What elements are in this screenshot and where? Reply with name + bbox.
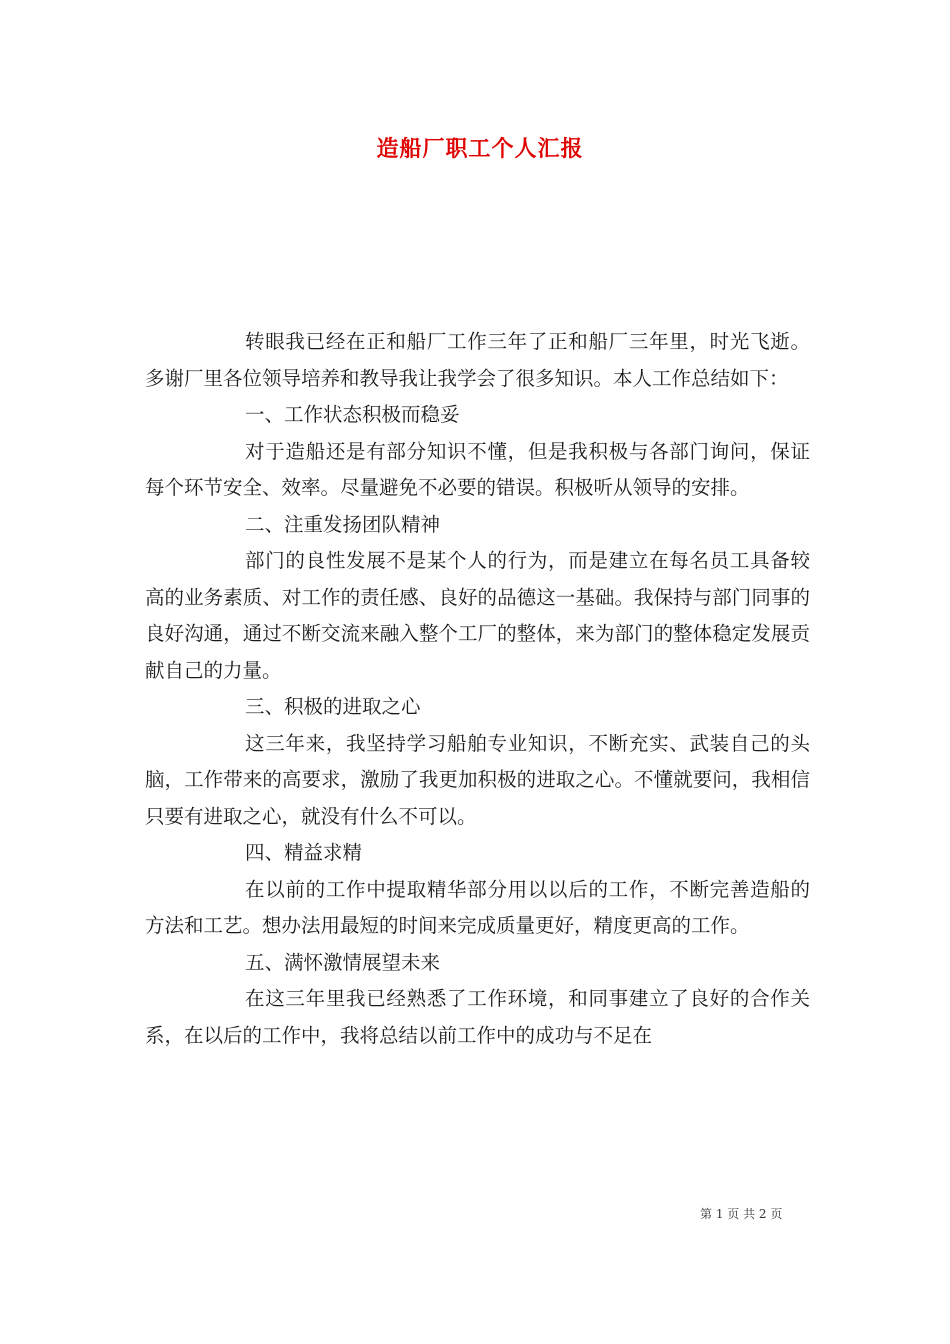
section-heading-5: 五、满怀激情展望未来 (245, 950, 441, 974)
section-paragraph-3: 这三年来，我坚持学习船舶专业知识，不断充实、武装自己的头脑，工作带来的高要求，激励了我更加积极的进取之心。不懂就要问，我相信只要有进取之心，就没有什么不可以。 (145, 731, 810, 828)
document-title: 造船厂职工个人汇报 (376, 136, 584, 162)
section-heading-2: 二、注重发扬团队精神 (245, 512, 441, 536)
document-body (145, 324, 810, 1054)
section-heading-1: 一、工作状态积极而稳妥 (245, 403, 460, 426)
intro-paragraph: 转眼我已经在正和船厂工作三年了正和船厂三年里，时光飞逝。多谢厂里各位领导培养和教导我让我学会了很多知识。本人工作总结如下： (145, 330, 810, 390)
section-paragraph-5: 在这三年里我已经熟悉了工作环境，和同事建立了良好的合作关系，在以后的工作中，我将总结以前工作中的成功与不足在 (145, 987, 810, 1047)
page-number: 第 1 页 共 2 页 (700, 1207, 783, 1221)
section-paragraph-4: 在以前的工作中提取精华部分用以以后的工作，不断完善造船的方法和工艺。想办法用最短的时间来完成质量更好，精度更高的工作。 (145, 877, 810, 937)
section-heading-3: 三、积极的进取之心 (245, 695, 421, 718)
section-paragraph-2: 部门的良性发展不是某个人的行为，而是建立在每名员工具备较高的业务素质、对工作的责任感、良好的品德这一基础。我保持与部门同事的良好沟通，通过不断交流来融入整个工厂的整体，来为部门的整体稳定发展贡献自己的力量。 (145, 549, 810, 682)
section-heading-4: 四、精益求精 (245, 841, 363, 864)
section-paragraph-1: 对于造船还是有部分知识不懂，但是我积极与各部门询问，保证每个环节安全、效率。尽量避免不必要的错误。积极听从领导的安排。 (145, 439, 810, 499)
